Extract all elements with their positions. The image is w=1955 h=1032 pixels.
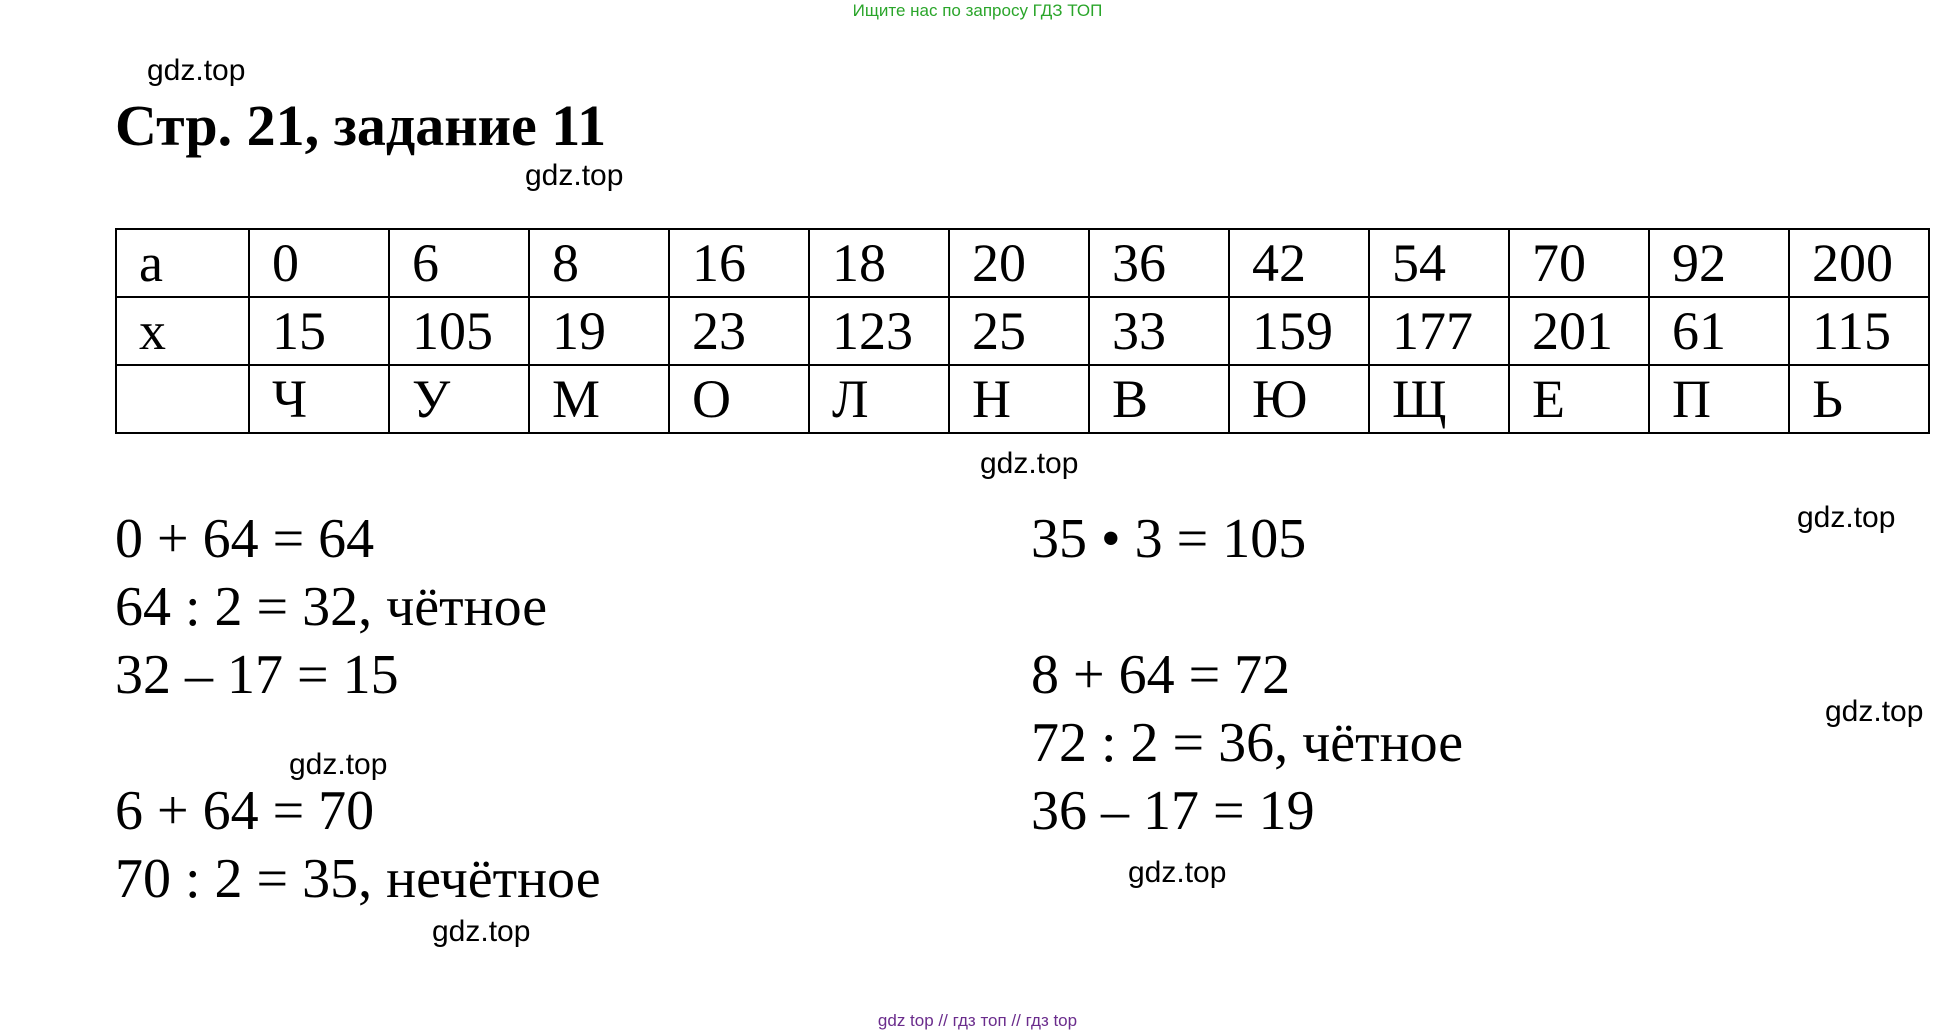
table-cell: 200: [1789, 229, 1929, 297]
equation-line: 32 – 17 = 15: [115, 644, 399, 706]
table-cell: 33: [1089, 297, 1229, 365]
table-cell: [116, 365, 249, 433]
table-cell: 159: [1229, 297, 1369, 365]
table-row-a: [116, 229, 1929, 297]
table-row-x: [116, 297, 1929, 365]
equation-line: 72 : 2 = 36, чётное: [1031, 712, 1464, 774]
watermark: gdz.top: [432, 915, 531, 948]
table-cell: Щ: [1369, 365, 1509, 433]
table-cell: Ю: [1229, 365, 1369, 433]
watermark: gdz.top: [1825, 695, 1924, 728]
table-cell: 123: [809, 297, 949, 365]
table-cell: 25: [949, 297, 1089, 365]
search-banner: Ищите нас по запросу ГДЗ ТОП: [852, 1, 1103, 20]
table-cell: Ь: [1789, 365, 1929, 433]
watermark: gdz.top: [980, 447, 1079, 480]
table-cell: 201: [1509, 297, 1649, 365]
table-cell: 0: [249, 229, 389, 297]
table-cell: 16: [669, 229, 809, 297]
table-cell: 92: [1649, 229, 1789, 297]
equation-line: 70 : 2 = 35, нечётное: [115, 848, 601, 910]
table-cell: У: [389, 365, 529, 433]
table-cell: 54: [1369, 229, 1509, 297]
table-cell: 61: [1649, 297, 1789, 365]
table-cell: 6: [389, 229, 529, 297]
table-cell: 23: [669, 297, 809, 365]
equation-line: 35 • 3 = 105: [1031, 508, 1307, 570]
table-row-letters: [116, 365, 1929, 433]
watermark: gdz.top: [147, 54, 246, 87]
table-cell: 15: [249, 297, 389, 365]
table-cell: a: [116, 229, 249, 297]
table-cell: x: [116, 297, 249, 365]
equation-line: 0 + 64 = 64: [115, 508, 375, 570]
table-cell: 177: [1369, 297, 1509, 365]
table-cell: Е: [1509, 365, 1649, 433]
table-cell: П: [1649, 365, 1789, 433]
watermark: gdz.top: [1128, 856, 1227, 889]
table-cell: 115: [1789, 297, 1929, 365]
table-cell: 19: [529, 297, 669, 365]
equation-line: 8 + 64 = 72: [1031, 644, 1291, 706]
page-title: Стр. 21, задание 11: [115, 93, 607, 158]
equation-line: 6 + 64 = 70: [115, 780, 375, 842]
table-cell: Л: [809, 365, 949, 433]
table-cell: 18: [809, 229, 949, 297]
table-cell: 36: [1089, 229, 1229, 297]
table-cell: 42: [1229, 229, 1369, 297]
table-cell: Ч: [249, 365, 389, 433]
table-cell: 105: [389, 297, 529, 365]
table-cell: О: [669, 365, 809, 433]
table-cell: М: [529, 365, 669, 433]
table-cell: Н: [949, 365, 1089, 433]
table-cell: 8: [529, 229, 669, 297]
footer-watermark: gdz top // гдз топ // гдз top: [877, 1011, 1078, 1030]
table-cell: 20: [949, 229, 1089, 297]
table-cell: 70: [1509, 229, 1649, 297]
equation-line: 36 – 17 = 19: [1031, 780, 1315, 842]
watermark: gdz.top: [525, 159, 624, 192]
watermark: gdz.top: [1797, 501, 1896, 534]
equation-line: 64 : 2 = 32, чётное: [115, 576, 548, 638]
watermark: gdz.top: [289, 748, 388, 781]
cipher-table: [115, 228, 1930, 434]
table-cell: В: [1089, 365, 1229, 433]
